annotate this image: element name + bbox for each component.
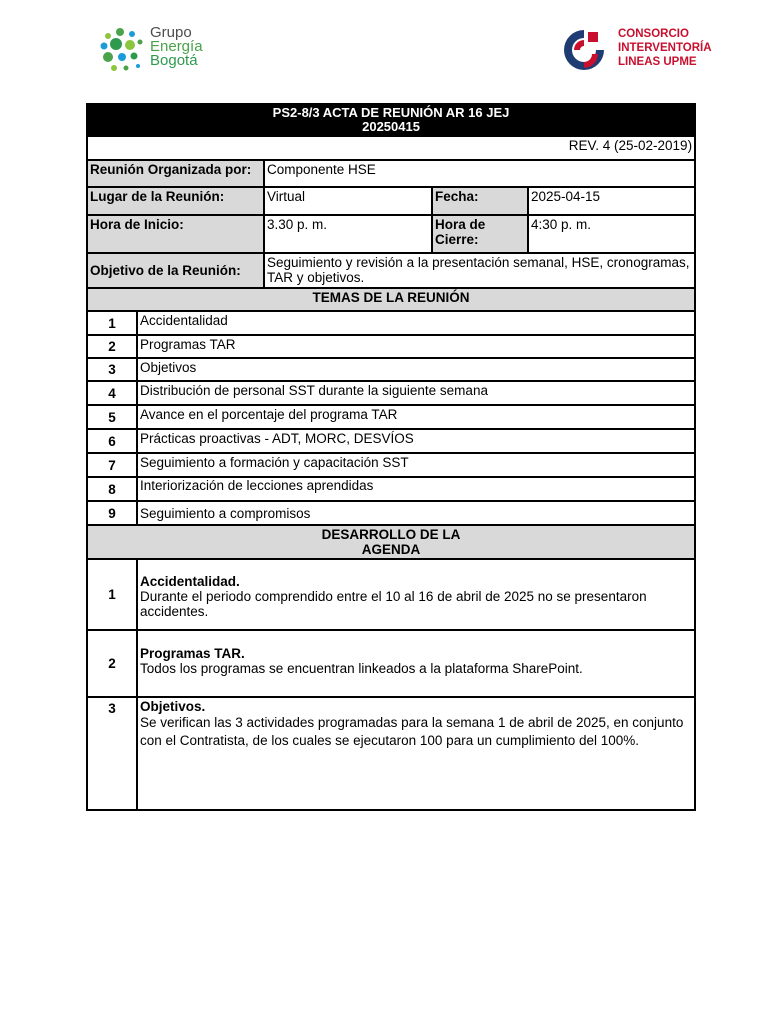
- start-time-label: Hora de Inicio:: [87, 215, 264, 253]
- logo-right-text: [618, 27, 712, 69]
- document-title: PS2-8/3 ACTA DE REUNIÓN AR 16 JEJ: [272, 105, 510, 120]
- topic-text: Seguimiento a formación y capacitación SST: [137, 453, 695, 477]
- document-header: [87, 104, 695, 136]
- agenda-item-title: Accidentalidad.: [140, 574, 240, 589]
- agenda-title: [87, 525, 695, 559]
- agenda-item-body: Se verifican las 3 actividades programadas para la semana 1 de abril de 2025, en conjunto con el Contratista, de los cuales se ejecutaron 100 para un cumplimiento del 100%.: [140, 715, 684, 748]
- revision-row: [87, 136, 695, 160]
- agenda-item-body: Durante el periodo comprendido entre el 10 al 16 de abril de 2025 no se presentaron accidentes.: [140, 589, 647, 619]
- logo-right-line-2: INTERVENTORÍA: [618, 42, 712, 54]
- logo-left-line-3: Bogotá: [150, 52, 198, 69]
- topic-text: Avance en el porcentaje del programa TAR: [137, 405, 695, 429]
- agenda-item-body: Todos los programas se encuentran linkeados a la plataforma SharePoint.: [140, 661, 583, 676]
- agenda-title-line-2: AGENDA: [361, 542, 421, 557]
- date-value: 2025-04-15: [528, 187, 695, 215]
- topic-text: Distribución de personal SST durante la siguiente semana: [137, 381, 695, 405]
- organizer-value: Componente HSE: [264, 160, 695, 187]
- topic-text: Programas TAR: [137, 335, 695, 358]
- logo-right-line-3: LINEAS UPME: [618, 56, 697, 68]
- agenda-item: [87, 697, 695, 810]
- topic-text: Prácticas proactivas - ADT, MORC, DESVÍOS: [137, 429, 695, 453]
- objective-label: Objetivo de la Reunión:: [87, 253, 264, 288]
- agenda-content: [137, 559, 695, 630]
- logo-left-text: [150, 26, 203, 68]
- topic-number: 4: [87, 381, 137, 405]
- agenda-number: 2: [87, 630, 137, 697]
- table-row: [87, 405, 695, 429]
- agenda-item: [87, 630, 695, 697]
- dots-logo-icon: [98, 24, 148, 76]
- agenda-title-line-1: DESARROLLO DE LA: [321, 527, 461, 542]
- logo-left-line-2: Energía: [150, 38, 203, 55]
- agenda-number: 1: [87, 559, 137, 630]
- topic-number: 6: [87, 429, 137, 453]
- end-time-label: Hora de Cierre:: [432, 215, 528, 253]
- revision-text: REV. 4 (25-02-2019): [87, 136, 695, 160]
- place-value: Virtual: [264, 187, 432, 215]
- logo-right-line-1: CONSORCIO: [618, 28, 689, 40]
- table-row: [87, 477, 695, 501]
- table-row: [87, 429, 695, 453]
- topics-title-row: [87, 288, 695, 311]
- document-code: 20250415: [362, 119, 420, 134]
- agenda-number: 3: [87, 697, 137, 810]
- table-row: [87, 501, 695, 525]
- start-time-value: 3.30 p. m.: [264, 215, 432, 253]
- table-row: [87, 453, 695, 477]
- logo-left-line-1: Grupo: [150, 24, 192, 41]
- agenda-content: [137, 697, 695, 810]
- consorcio-emblem-icon: [560, 26, 610, 74]
- agenda-item-title: Programas TAR.: [140, 646, 245, 661]
- topic-number: 7: [87, 453, 137, 477]
- topic-number: 5: [87, 405, 137, 429]
- header-row: [87, 104, 695, 136]
- topic-number: 3: [87, 358, 137, 381]
- agenda-title-row: [87, 525, 695, 559]
- agenda-content: [137, 630, 695, 697]
- objective-row: [87, 253, 695, 288]
- organizer-row: [87, 160, 695, 187]
- organizer-label: Reunión Organizada por:: [87, 160, 264, 187]
- topics-title: TEMAS DE LA REUNIÓN: [87, 288, 695, 311]
- consorcio-interventoria-logo: [560, 26, 720, 74]
- agenda-item-title: Objetivos.: [140, 699, 206, 714]
- date-label: Fecha:: [432, 187, 528, 215]
- objective-value: Seguimiento y revisión a la presentación semanal, HSE, cronogramas, TAR y objetivos.: [264, 253, 695, 288]
- grupo-energia-bogota-logo: [98, 24, 228, 76]
- topic-text: Interiorización de lecciones aprendidas: [137, 477, 695, 501]
- meeting-minutes-table: [86, 103, 696, 811]
- topic-text: Accidentalidad: [137, 311, 695, 335]
- place-date-row: [87, 187, 695, 215]
- table-row: [87, 381, 695, 405]
- end-time-value: 4:30 p. m.: [528, 215, 695, 253]
- table-row: [87, 358, 695, 381]
- topic-text: Seguimiento a compromisos: [137, 501, 695, 525]
- topic-text: Objetivos: [137, 358, 695, 381]
- topic-number: 8: [87, 477, 137, 501]
- topic-number: 2: [87, 335, 137, 358]
- time-row: [87, 215, 695, 253]
- table-row: [87, 335, 695, 358]
- topic-number: 9: [87, 501, 137, 525]
- agenda-item: [87, 559, 695, 630]
- place-label: Lugar de la Reunión:: [87, 187, 264, 215]
- topic-number: 1: [87, 311, 137, 335]
- table-row: [87, 311, 695, 335]
